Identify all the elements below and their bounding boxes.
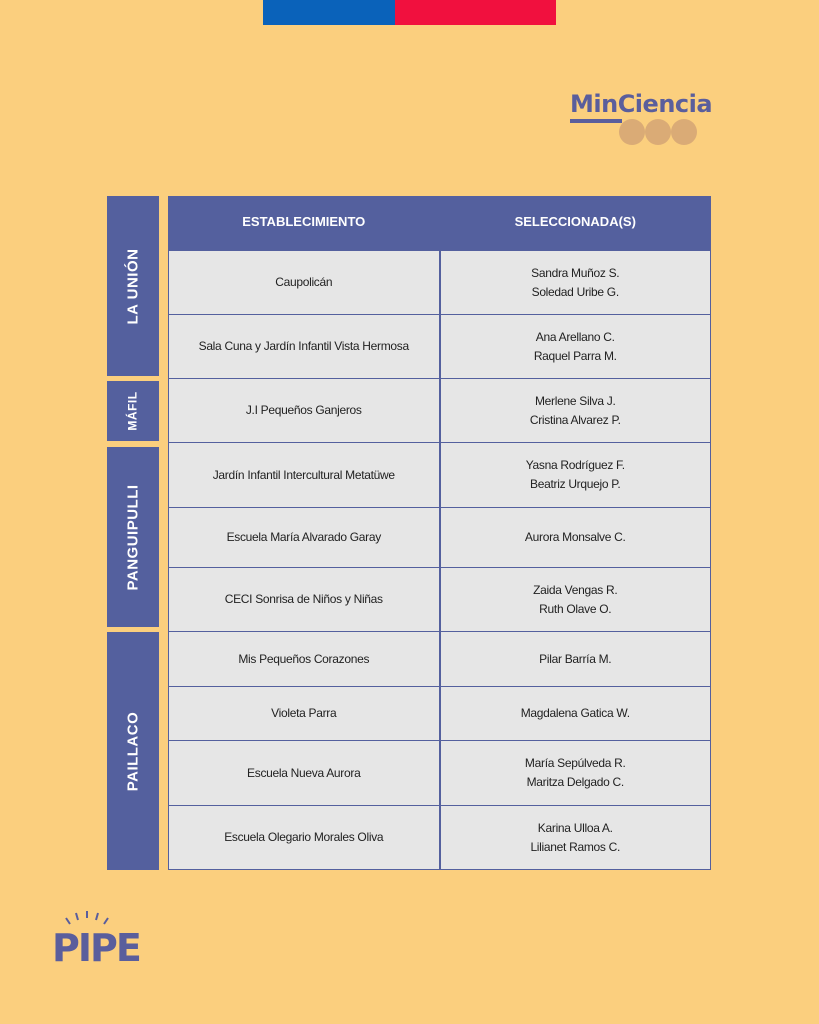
logo-text: MinCiencia [570, 90, 713, 118]
seleccionadas-cell [440, 378, 712, 443]
establecimiento-name: Escuela Olegario Morales Oliva [224, 830, 384, 844]
establecimiento-name: Mis Pequeños Corazones [238, 651, 370, 666]
establecimiento-name: Jardín Infantil Intercultural Metatüwe [212, 467, 395, 482]
group-panguipulli [107, 447, 159, 627]
person-name: Raquel Parra M. [533, 348, 617, 363]
person-name: María Sepúlveda R. [524, 756, 626, 770]
seleccionadas-cell [440, 250, 712, 315]
seleccionadas-cell [440, 631, 712, 687]
group-paillaco [107, 632, 159, 870]
table-row [168, 442, 711, 508]
person-name: Beatriz Urquejo P. [530, 477, 621, 491]
person-name: Magdalena Gatica W. [520, 706, 630, 720]
person-name: Zaida Vengas R. [533, 582, 618, 597]
person-name: Ana Arellano C. [535, 329, 615, 344]
person-name: Sandra Muñoz S. [531, 265, 620, 280]
person-name: Lilianet Ramos C. [530, 839, 621, 854]
seleccionadas-cell [440, 686, 712, 741]
establecimiento-cell [168, 567, 440, 632]
establecimiento-cell [168, 686, 440, 741]
table-row [168, 567, 711, 632]
table-row [168, 314, 711, 379]
table-row [168, 507, 711, 568]
group-mafil [107, 381, 159, 441]
establecimiento-name: CECI Sonrisa de Niños y Niñas [224, 592, 383, 606]
table-row [168, 740, 711, 806]
flag-red-stripe [395, 0, 556, 25]
establecimiento-cell [168, 314, 440, 379]
establecimiento-cell [168, 631, 440, 687]
flag-blue-stripe [263, 0, 395, 25]
group-label: PANGUIPULLI [124, 483, 142, 591]
table-header [168, 196, 711, 250]
establecimiento-cell [168, 805, 440, 870]
table-row [168, 686, 711, 741]
person-name: Cristina Alvarez P. [529, 412, 621, 427]
establecimiento-cell [168, 740, 440, 806]
seleccionadas-cell [440, 805, 712, 870]
group-label: LA UNIÓN [124, 248, 142, 324]
person-name: Pilar Barría M. [539, 651, 612, 666]
table-row [168, 250, 711, 315]
person-name: Karina Ulloa A. [537, 820, 613, 835]
table-row [168, 805, 711, 870]
person-name: Merlene Silva J. [534, 393, 616, 408]
person-name: Ruth Olave O. [539, 601, 612, 616]
seleccionadas-cell [440, 314, 712, 379]
person-name: Maritza Delgado C. [526, 775, 624, 789]
group-la-union [107, 196, 159, 376]
seleccionadas-cell [440, 442, 712, 508]
establecimiento-name: J.I Pequeños Ganjeros [245, 403, 362, 417]
sun-rays-icon [56, 908, 126, 928]
person-name: Aurora Monsalve C. [524, 530, 626, 544]
pipe-logo [52, 908, 140, 978]
table-row [168, 631, 711, 687]
establecimiento-cell [168, 250, 440, 315]
establecimiento-name: Escuela Nueva Aurora [247, 765, 361, 780]
person-name: Soledad Uribe G. [531, 284, 619, 299]
establecimiento-name: Caupolicán [275, 275, 333, 289]
minciencia-logo [570, 90, 730, 150]
establecimiento-name: Escuela María Alvarado Garay [226, 530, 381, 544]
establecimiento-cell [168, 442, 440, 508]
person-name: Yasna Rodríguez F. [525, 458, 625, 472]
header-establecimiento: ESTABLECIMIENTO [242, 214, 366, 229]
establecimiento-cell [168, 378, 440, 443]
logo-circles-icon [570, 118, 730, 148]
group-label: PAILLACO [124, 711, 142, 791]
header-seleccionadas: SELECCIONADA(S) [514, 214, 636, 229]
establecimiento-cell [168, 507, 440, 568]
establecimiento-name: Sala Cuna y Jardín Infantil Vista Hermosa [198, 339, 409, 353]
establecimiento-name: Violeta Parra [271, 706, 337, 720]
group-label: MÁFIL [126, 391, 140, 431]
seleccionadas-cell [440, 567, 712, 632]
seleccionadas-cell [440, 740, 712, 806]
brand-text: PIPE [52, 926, 140, 970]
table-row [168, 378, 711, 443]
seleccionadas-cell [440, 507, 712, 568]
